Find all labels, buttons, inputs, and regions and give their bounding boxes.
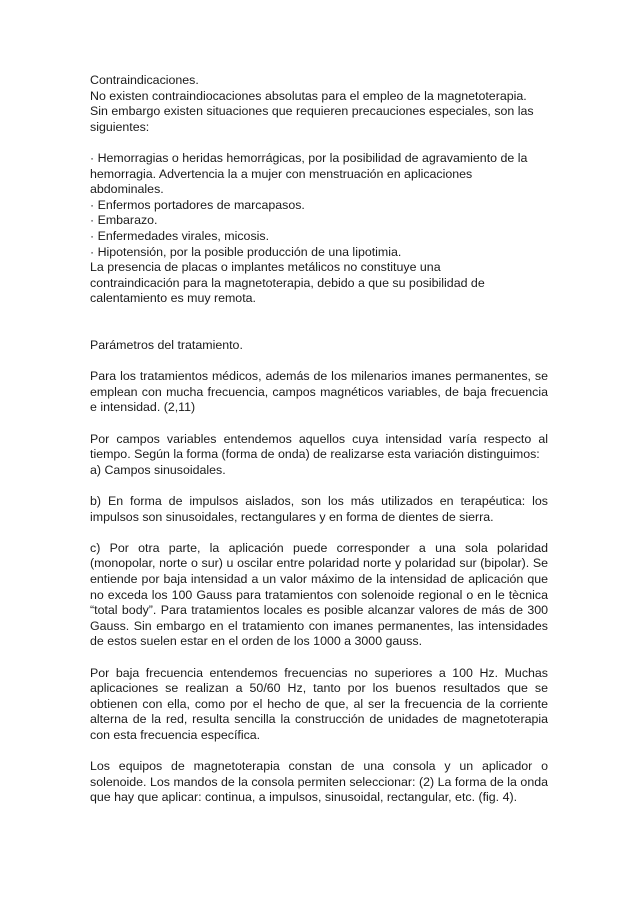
section-heading: Contraindicaciones.	[90, 73, 199, 87]
list-item: · Embarazo.	[90, 213, 158, 228]
document-page	[90, 73, 548, 806]
paragraph: c) Por otra parte, la aplicación puede corresponder a una sola polaridad (monopolar, norte o sur) u oscilar entre polaridad norte y polaridad sur (bipolar). Se entiende por baja intensidad a un valor máximo de la intensidad de aplicación que no exceda los 100 Gauss para tratamientos con solenoide regional o en le tècnica “total body”. Para tratamientos locales es posible alcanzar valores de más de 300 Gauss. Sin embargo en el tratamiento con imanes permanentes, las intensidades de estos suelen estar en el orden de los 1000 a 3000 gauss.	[90, 540, 548, 649]
list-item: a) Campos sinusoidales.	[90, 462, 226, 477]
treatment-parameters-section	[90, 338, 548, 806]
paragraph: Por campos variables entendemos aquellos cuya intensidad varía respecto al tiempo. Según la forma (forma de onda) de realizarse esta variación distinguimos:	[90, 431, 548, 462]
paragraph: La presencia de placas o implantes metálicos no constituye una contraindicación para la magnetoterapia, debido a que su posibilidad de calentamiento es muy remota.	[90, 260, 485, 306]
paragraph: b) En forma de impulsos aislados, son los más utilizados en terapéutica: los impulsos son sinusoidales, rectangulares y en forma de dientes de sierra.	[90, 494, 548, 524]
section-heading: Parámetros del tratamiento.	[90, 338, 243, 353]
intro-line: No existen contraindiocaciones absolutas para el empleo de la magnetoterapia.	[90, 88, 527, 103]
intro-line: Sin embargo existen situaciones que requieren precauciones especiales, son las siguientes:	[90, 104, 534, 134]
list-item: · Enfermedades virales, micosis.	[90, 228, 270, 243]
paragraph: Por baja frecuencia entendemos frecuencias no superiores a 100 Hz. Muchas aplicaciones se realizan a 50/60 Hz, tanto por los buenos resultados que se obtienen con ella, como por el hecho de que, al ser la frecuencia de la corriente alterna de la red, resulta sencilla la construcción de unidades de magnetoterapia con esta frecuencia específica.	[90, 665, 548, 742]
contraindications-section	[90, 73, 548, 307]
list-item: · Hipotensión, por la posible producción de una lipotimia.	[90, 244, 402, 259]
paragraph: Los equipos de magnetoterapia constan de una consola y un aplicador o solenoide. Los mandos de la consola permiten seleccionar: (2) La forma de la onda que hay que aplicar: continua, a impulsos, sinusoidal, rectangular, etc. (fig. 4).	[90, 759, 548, 805]
paragraph: Para los tratamientos médicos, además de los milenarios imanes permanentes, se emplean con mucha frecuencia, campos magnéticos variables, de baja frecuencia e intensidad. (2,11)	[90, 369, 548, 415]
contraindication-list	[90, 151, 548, 260]
list-item: · Enfermos portadores de marcapasos.	[90, 197, 305, 212]
list-item: · Hemorragias o heridas hemorrágicas, por la posibilidad de agravamiento de la hemorragia. Advertencia la a mujer con menstruación en aplicaciones abdominales.	[90, 150, 528, 197]
